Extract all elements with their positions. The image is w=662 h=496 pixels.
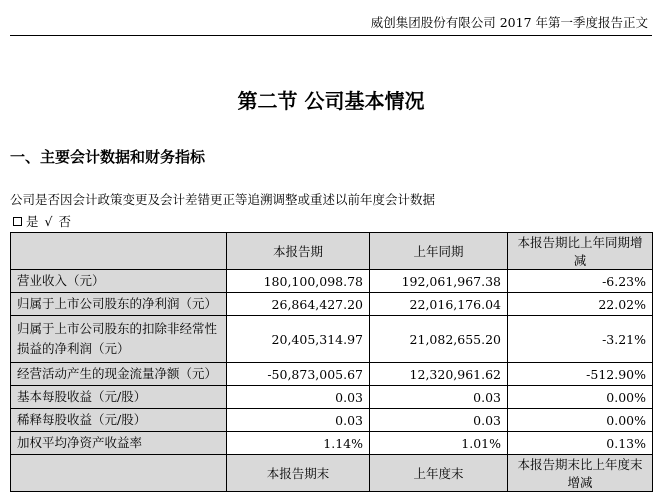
row-label: 营业收入（元） [11, 270, 227, 293]
row-label: 基本每股收益（元/股） [11, 386, 227, 409]
document-header: 威创集团股份有限公司 2017 年第一季度报告正文 [370, 15, 648, 30]
table-row [11, 316, 653, 363]
answer-check: √ [44, 213, 53, 229]
row-label: 稀释每股收益（元/股） [11, 409, 227, 432]
col-header-current: 本报告期 [227, 233, 370, 270]
table-header-row-2 [11, 455, 653, 492]
main-heading: 一、主要会计数据和财务指标 [10, 148, 206, 166]
row-label: 加权平均净资产收益率 [11, 432, 227, 455]
row-prior: 0.03 [370, 386, 508, 409]
row-change: -6.23% [508, 270, 653, 293]
row-change: 0.00% [508, 409, 653, 432]
table-row [11, 432, 653, 455]
row-label: 归属于上市公司股东的净利润（元） [11, 293, 227, 316]
row-prior: 22,016,176.04 [370, 293, 508, 316]
table-row [11, 293, 653, 316]
row-prior: 0.03 [370, 409, 508, 432]
col-header-item [11, 455, 227, 492]
row-label: 经营活动产生的现金流量净额（元） [11, 363, 227, 386]
row-prior: 12,320,961.62 [370, 363, 508, 386]
financial-table [10, 232, 653, 492]
table-row [11, 386, 653, 409]
row-change: 22.02% [508, 293, 653, 316]
row-current: 0.03 [227, 386, 370, 409]
table-row [11, 363, 653, 386]
section-title: 第二节 公司基本情况 [237, 89, 425, 113]
row-current: 180,100,098.78 [227, 270, 370, 293]
table-row [11, 270, 653, 293]
answer-no: 否 [58, 214, 71, 229]
table-row [11, 409, 653, 432]
row-change: 0.00% [508, 386, 653, 409]
col-header-prior-year-end: 上年度末 [370, 455, 508, 492]
row-prior: 21,082,655.20 [370, 316, 508, 363]
row-prior: 192,061,967.38 [370, 270, 508, 293]
header-rule [10, 35, 652, 36]
checkbox-icon [13, 217, 22, 226]
row-change: 0.13% [508, 432, 653, 455]
col-header-prior: 上年同期 [370, 233, 508, 270]
col-header-period-end: 本报告期末 [227, 455, 370, 492]
row-current: 26,864,427.20 [227, 293, 370, 316]
col-header-item [11, 233, 227, 270]
row-change: -512.90% [508, 363, 653, 386]
col-header-change-vs-year-end: 本报告期末比上年度末增减 [508, 455, 653, 492]
row-change: -3.21% [508, 316, 653, 363]
restatement-question: 公司是否因会计政策变更及会计差错更正等追溯调整或重述以前年度会计数据 [10, 192, 436, 207]
row-prior: 1.01% [370, 432, 508, 455]
row-current: -50,873,005.67 [227, 363, 370, 386]
row-current: 0.03 [227, 409, 370, 432]
row-current: 1.14% [227, 432, 370, 455]
answer-yes: 是 [26, 214, 39, 229]
restatement-answer [10, 212, 77, 230]
col-header-change: 本报告期比上年同期增减 [508, 233, 653, 270]
table-header-row [11, 233, 653, 270]
row-label: 归属于上市公司股东的扣除非经常性损益的净利润（元） [11, 316, 227, 363]
row-current: 20,405,314.97 [227, 316, 370, 363]
